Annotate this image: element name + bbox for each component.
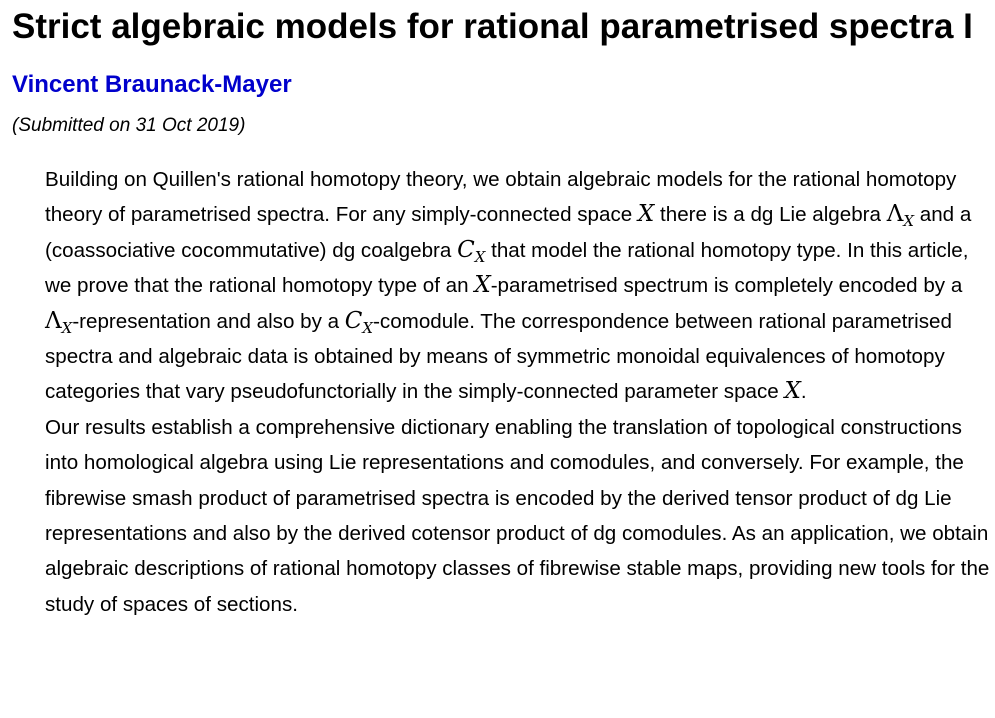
- abstract: [45, 162, 990, 622]
- abstract-text: .: [800, 380, 807, 404]
- abstract-text: -comodule. The correspondence between rational parametrised spectra and algebraic data is obtained by means of symmetric monoidal equivalences of homotopy categories that vary pseudofunctorially in the simply-connected parameter space: [45, 309, 952, 404]
- author-link[interactable]: Vincent Braunack-Mayer: [12, 71, 292, 98]
- abstract-page: [12, 0, 990, 622]
- abstract-text: that model the rational homotopy type. In this article, we prove that the rational homotopy type of an: [45, 238, 969, 298]
- math-subscript: X: [903, 212, 915, 231]
- math-subscript: X: [362, 318, 374, 337]
- authors: [12, 70, 987, 100]
- math-symbol: X: [784, 378, 801, 405]
- submission-date: (Submitted on 31 Oct 2019): [12, 115, 246, 136]
- math-symbol: Λ: [45, 307, 62, 334]
- abstract-text: there is a dg Lie algebra: [654, 203, 887, 227]
- math-subscript: X: [474, 247, 486, 266]
- math-symbol: C: [344, 307, 363, 334]
- math-symbol: X: [637, 201, 655, 228]
- abstract-text: -representation and also by a: [72, 309, 345, 333]
- math-symbol: X: [474, 272, 491, 299]
- abstract-text: Building on Quillen's rational homotopy theory, we obtain algebraic models for the rational homotopy theory of parametrised spectra. For any simply-connected space: [45, 168, 957, 227]
- abstract-text: and a (coassociative cocommutative) dg coalgebra: [45, 203, 972, 262]
- math-subscript: X: [61, 318, 73, 337]
- abstract-paragraph-1: [45, 162, 990, 410]
- math-symbol: Λ: [886, 201, 904, 228]
- page-title: Strict algebraic models for rational parametrised spectra I: [12, 7, 973, 46]
- abstract-text: -parametrised spectrum is completely encoded by a: [490, 274, 963, 298]
- abstract-paragraph-2: Our results establish a comprehensive dictionary enabling the translation of topological constructions into homological algebra using Lie representations and comodules, and conversely. For example, the fibrewise smash product of parametrised spectra is encoded by the derived tensor product of dg Lie representations and also by the derived cotensor product of dg comodules. As an application, we obtain algebraic descriptions of rational homotopy classes of fibrewise stable maps, providing new tools for the study of spaces of sections.: [45, 415, 990, 616]
- math-symbol: C: [457, 236, 475, 263]
